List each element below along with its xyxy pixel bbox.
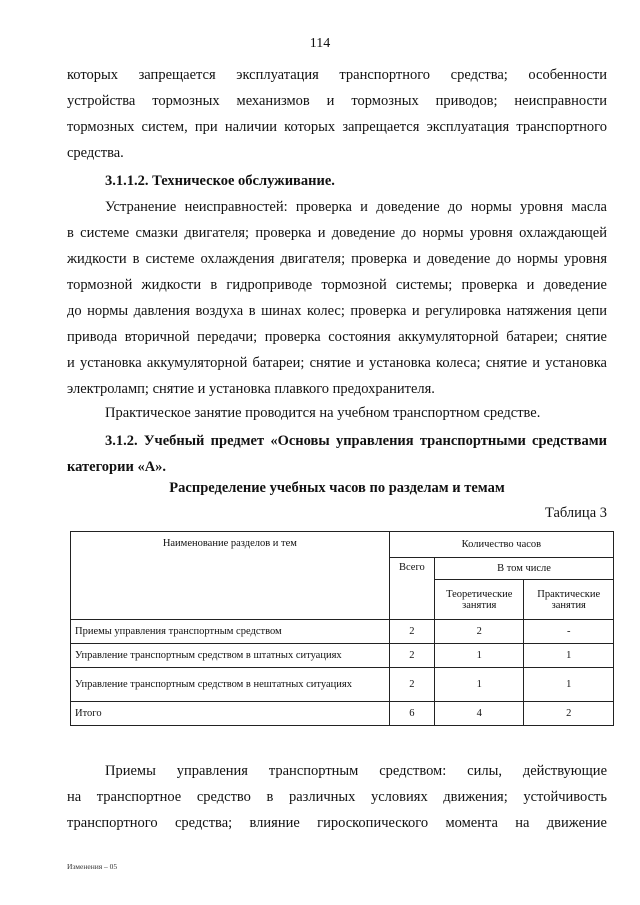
text-line: Приемы управления транспортным средством: силы, действующие [105, 763, 607, 779]
row-total: 6 [389, 702, 434, 726]
text-line: электроламп; снятие и установка плавкого предохранителя. [67, 381, 435, 397]
row-theory: 4 [435, 702, 524, 726]
table-label: Таблица 3 [544, 505, 607, 521]
table-row [71, 644, 614, 668]
maintenance-paragraph [67, 194, 607, 402]
table-title: Распределение учебных часов по разделам и темам [169, 480, 505, 496]
row-practice: 1 [524, 668, 614, 702]
page-number: 114 [309, 36, 331, 51]
row-theory: 1 [435, 668, 524, 702]
text-line: транспортного средства; влияние гироскопического момента на движение [67, 815, 607, 831]
text-line: средства. [67, 145, 124, 161]
text-line: и установка аккумуляторной батареи; снятие и установка колеса; снятие и установка [67, 355, 607, 371]
header-including: В том числе [435, 558, 614, 580]
text-line: тормозной жидкости в гидроприводе тормозной системы; проверка и доведение [67, 277, 607, 293]
row-name: Управление транспортным средством в штатных ситуациях [71, 644, 390, 668]
section-heading: 3.1.1.2. Техническое обслуживание. [105, 173, 335, 189]
text-line: категории «А». [67, 459, 167, 475]
table-row [71, 668, 614, 702]
text-line: устройства тормозных механизмов и тормозных приводов; неисправности [67, 93, 607, 109]
row-total: 2 [389, 620, 434, 644]
subject-heading [67, 428, 607, 480]
row-practice: - [524, 620, 614, 644]
header-total: Всего [389, 558, 434, 620]
text-line: 3.1.2. Учебный предмет «Основы управления транспортными средствами [105, 433, 607, 449]
intro-paragraph [67, 62, 607, 166]
row-practice: 2 [524, 702, 614, 726]
footer-revision: Изменения – 05 [67, 862, 118, 871]
row-name: Управление транспортным средством в нештатных ситуациях [71, 668, 390, 702]
table-row [71, 620, 614, 644]
practice-paragraph: Практическое занятие проводится на учебном транспортном средстве. [105, 405, 541, 421]
text-line: тормозных систем, при наличии которых запрещается эксплуатация транспортного [67, 119, 607, 135]
header-hours: Количество часов [389, 532, 613, 558]
text-line: привода вторичной передачи; проверка состояния аккумуляторной батареи; снятие [67, 329, 607, 345]
text-line: до нормы давления воздуха в шинах колес; проверка и регулировка натяжения цепи [67, 303, 607, 319]
header-topics: Наименование разделов и тем [71, 532, 390, 620]
table-row-total [71, 702, 614, 726]
text-line: жидкости в системе охлаждения двигателя; проверка и доведение до нормы уровня [67, 251, 607, 267]
text-line: которых запрещается эксплуатация транспортного средства; особенности [67, 67, 607, 83]
text-line: Устранение неисправностей: проверка и доведение до нормы уровня масла [105, 199, 607, 215]
header-practice: Практические занятия [524, 580, 614, 620]
row-total: 2 [389, 668, 434, 702]
text-line: на транспортное средство в различных условиях движения; устойчивость [67, 789, 607, 805]
table-header-row [71, 532, 614, 558]
row-theory: 2 [435, 620, 524, 644]
row-total: 2 [389, 644, 434, 668]
row-practice: 1 [524, 644, 614, 668]
closing-paragraph [67, 758, 607, 836]
row-name: Итого [71, 702, 390, 726]
text-line: в системе смазки двигателя; проверка и доведение до нормы уровня охлаждающей [67, 225, 607, 241]
header-theory: Теоретические занятия [435, 580, 524, 620]
hours-table [70, 531, 614, 726]
row-name: Приемы управления транспортным средством [71, 620, 390, 644]
row-theory: 1 [435, 644, 524, 668]
